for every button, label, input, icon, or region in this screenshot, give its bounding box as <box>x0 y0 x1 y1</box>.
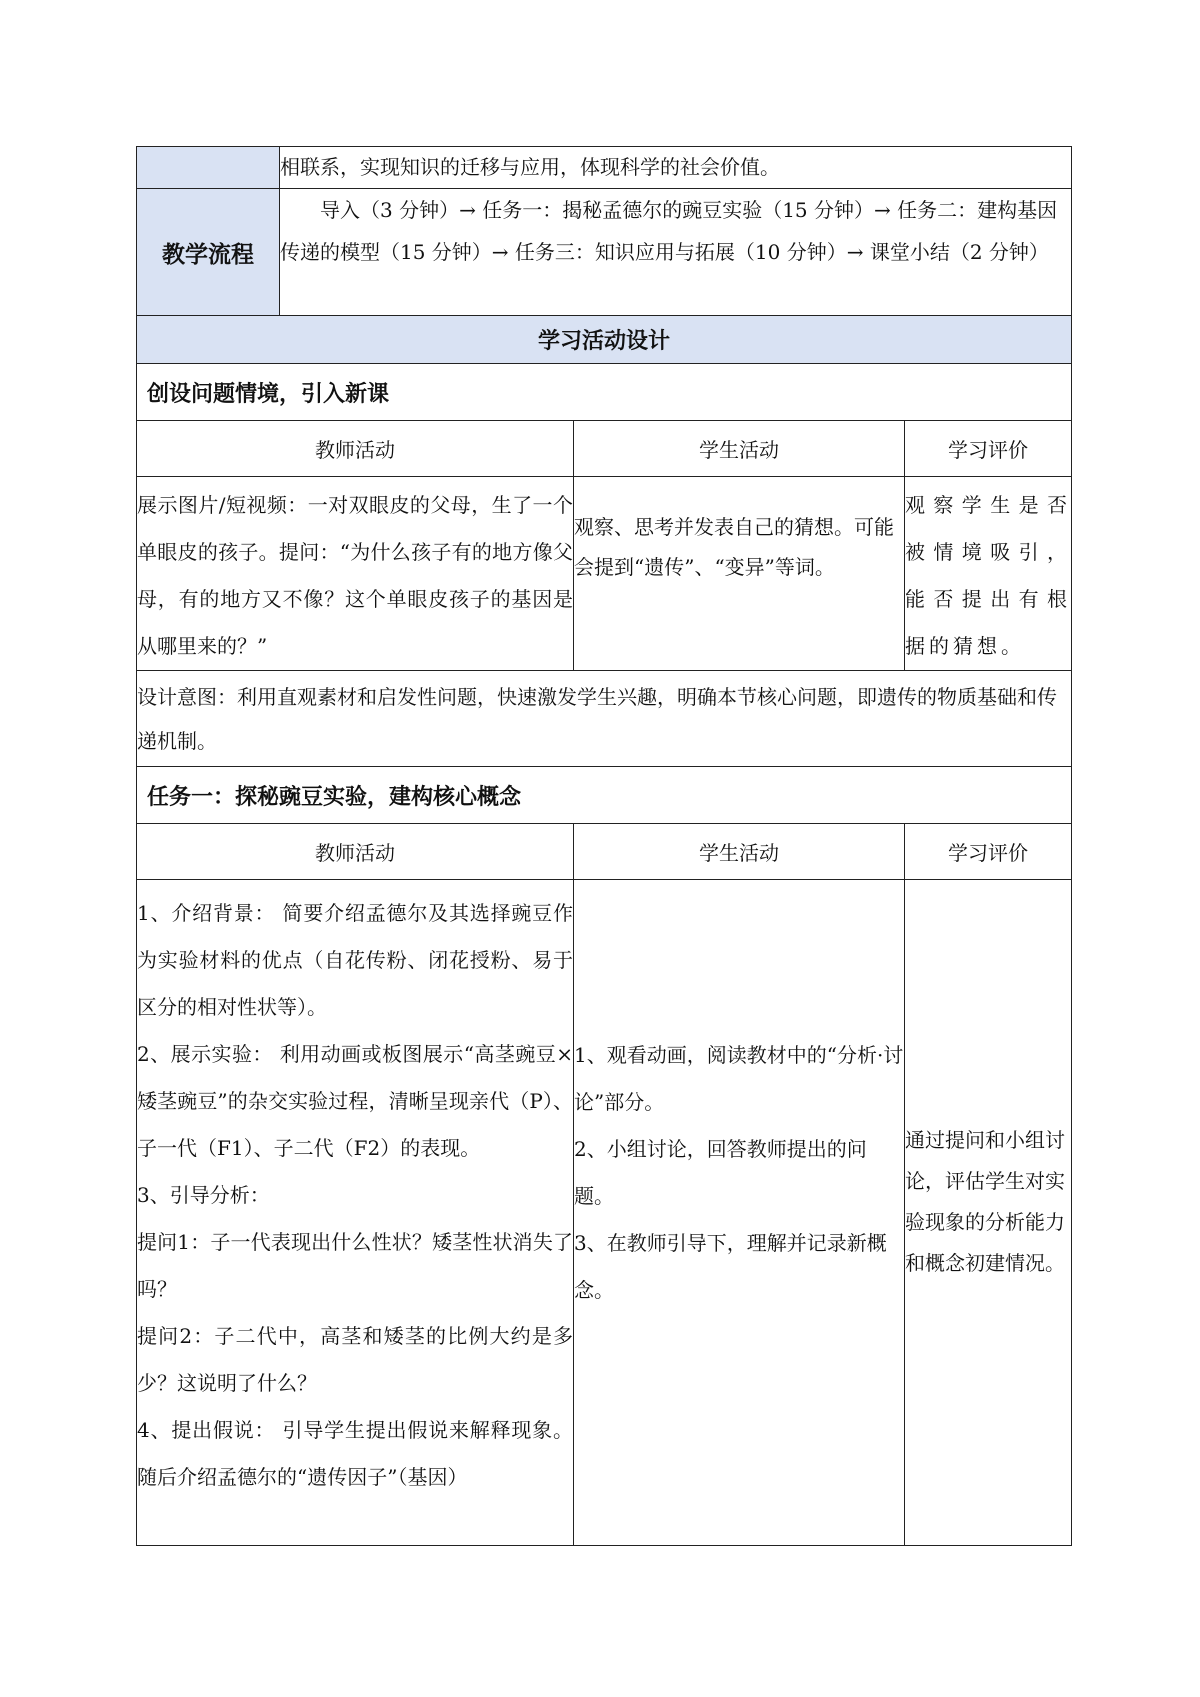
section1-header-row <box>137 421 1072 477</box>
teacher-question-2: 提问2：子二代中，高茎和矮茎的比例大约是多少？这说明了什么？ <box>137 1324 573 1395</box>
section2-col-student: 学生活动 <box>574 824 905 880</box>
teaching-flow-label: 教学流程 <box>137 189 280 316</box>
section2-title-row <box>137 767 1072 824</box>
teacher-step-hypothesis: 4、提出假说： 引导学生提出假说来解释现象。随后介绍孟德尔的“遗传因子”（基因） <box>137 1418 573 1489</box>
lesson-plan-table <box>136 146 1072 1546</box>
teacher-step-background: 1、介绍背景： 简要介绍孟德尔及其选择豌豆作为实验材料的优点（自花传粉、闭花授粉、易于区分的相对性状等）。 <box>137 901 573 1019</box>
section2-evaluation: 通过提问和小组讨论，评估学生对实验现象的分析能力和概念初建情况。 <box>905 880 1072 1546</box>
teaching-flow-text: 导入（3 分钟）→ 任务一：揭秘孟德尔的豌豆实验（15 分钟）→ 任务二：建构基因传递的模型（15 分钟）→ 任务三：知识应用与拓展（10 分钟）→ 课堂小结（2 分钟） <box>280 198 1058 264</box>
learning-design-band-row <box>137 316 1072 364</box>
section2-col-eval: 学习评价 <box>905 824 1072 880</box>
teaching-flow-row <box>137 189 1072 316</box>
teacher-step-experiment: 2、展示实验： 利用动画或板图展示“高茎豌豆×矮茎豌豆”的杂交实验过程，清晰呈现亲代（P）、子一代（F1）、子二代（F2）的表现。 <box>137 1042 573 1160</box>
section2-header-row <box>137 824 1072 880</box>
section1-design-intent: 设计意图：利用直观素材和启发性问题，快速激发学生兴趣，明确本节核心问题，即遗传的物质基础和传递机制。 <box>137 671 1072 767</box>
section1-col-teacher: 教师活动 <box>137 421 574 477</box>
section1-teacher-activity: 展示图片/短视频：一对双眼皮的父母，生了一个单眼皮的孩子。提问：“为什么孩子有的地方像父母，有的地方又不像？这个单眼皮孩子的基因是从哪里来的？” <box>137 477 574 671</box>
section2-student-activity <box>574 880 905 1546</box>
section1-student-activity: 观察、思考并发表自己的猜想。可能会提到“遗传”、“变异”等词。 <box>574 477 905 671</box>
teacher-step-analysis: 3、引导分析： <box>137 1183 270 1207</box>
student-step-1: 1、观看动画，阅读教材中的“分析·讨论”部分。 <box>574 1043 904 1114</box>
continuation-label-cell <box>137 147 280 189</box>
teacher-question-1: 提问1：子一代表现出什么性状？矮茎性状消失了吗？ <box>137 1230 573 1301</box>
section1-col-eval: 学习评价 <box>905 421 1072 477</box>
section1-col-student: 学生活动 <box>574 421 905 477</box>
student-step-3: 3、在教师引导下，理解并记录新概念。 <box>574 1231 887 1302</box>
section1-title-row <box>137 364 1072 421</box>
section1-evaluation: 观察学生是否被情境吸引，能否提出有根据的猜想。 <box>905 477 1072 671</box>
section1-title: 创设问题情境，引入新课 <box>137 364 1072 421</box>
student-step-2: 2、小组讨论，回答教师提出的问题。 <box>574 1137 867 1208</box>
continuation-row <box>137 147 1072 189</box>
section2-col-teacher: 教师活动 <box>137 824 574 880</box>
continuation-text: 相联系，实现知识的迁移与应用，体现科学的社会价值。 <box>280 147 1072 189</box>
section2-teacher-activity <box>137 880 574 1546</box>
section2-title: 任务一：探秘豌豆实验，建构核心概念 <box>137 767 1072 824</box>
section1-content-row <box>137 477 1072 671</box>
section2-content-row <box>137 880 1072 1546</box>
learning-design-title: 学习活动设计 <box>137 316 1072 364</box>
section1-design-row <box>137 671 1072 767</box>
